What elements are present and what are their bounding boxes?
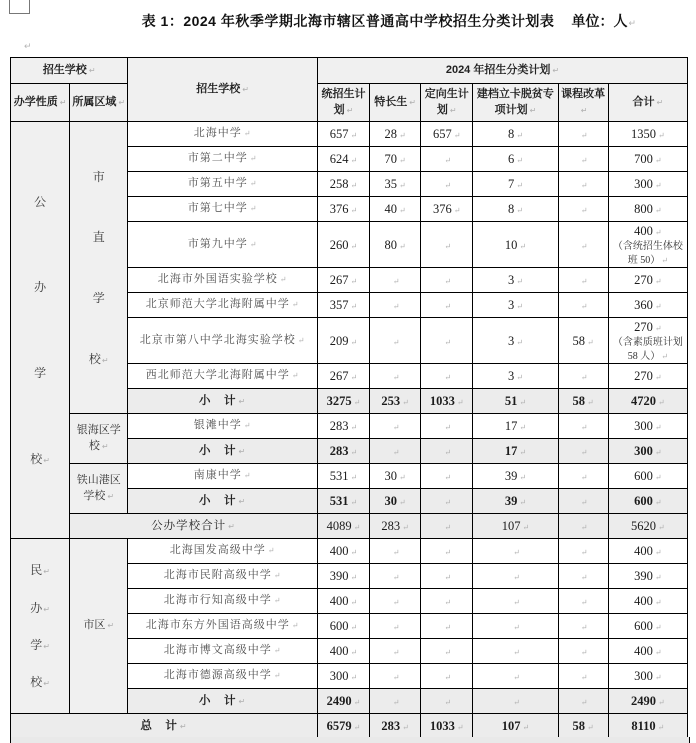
region-cell-yinhai: 银海区学校 ↵: [70, 414, 128, 464]
value-cell: 267 ↵: [317, 268, 369, 293]
value-cell: 4089 ↵: [317, 514, 369, 539]
value-cell: [558, 539, 608, 564]
value-cell: [558, 122, 608, 147]
value-cell: [421, 639, 473, 664]
value-cell: 400 ↵: [317, 639, 369, 664]
region-cell-tieshangang: 铁山港区学校 ↵: [70, 464, 128, 514]
public-total-row: [11, 514, 688, 539]
value-cell: 8 ↵: [473, 122, 558, 147]
value-cell: 3 ↵: [473, 293, 558, 318]
header-plan-group: 2024 年招生分类计划 ↵: [317, 58, 687, 84]
value-cell: [370, 439, 421, 464]
value-cell: [370, 268, 421, 293]
value-cell: 35 ↵: [370, 172, 421, 197]
value-cell: [421, 147, 473, 172]
value-cell: [558, 222, 608, 268]
header-col-curriculum-reform: 课程改革 ↵: [558, 84, 608, 122]
header-col-poverty-plan: 建档立卡脱贫专项计划 ↵: [473, 84, 558, 122]
value-cell: 1033 ↵: [421, 389, 473, 414]
value-cell: [473, 639, 558, 664]
value-cell: 657 ↵: [317, 122, 369, 147]
value-cell: [558, 639, 608, 664]
value-cell: 3275 ↵: [317, 389, 369, 414]
value-cell: 80 ↵: [370, 222, 421, 268]
value-cell: [421, 564, 473, 589]
next-row-cutoff-strip: [10, 737, 690, 743]
value-cell: 267 ↵: [317, 364, 369, 389]
school-name-cell: 北海市博文高级中学 ↵: [128, 639, 318, 664]
value-cell: [558, 414, 608, 439]
value-cell: 258 ↵: [317, 172, 369, 197]
value-cell: 6 ↵: [473, 147, 558, 172]
header-enrolling-school-group: 招生学校 ↵: [11, 58, 128, 84]
value-cell: [558, 197, 608, 222]
value-cell: 624 ↵: [317, 147, 369, 172]
value-cell: [370, 664, 421, 689]
value-cell: 1033 ↵: [421, 714, 473, 739]
value-cell: [558, 268, 608, 293]
value-cell: [558, 689, 608, 714]
value-cell: 400 ↵: [608, 589, 687, 614]
school-name-cell: 北海中学 ↵: [128, 122, 318, 147]
value-cell: [370, 364, 421, 389]
value-cell: [421, 364, 473, 389]
value-cell: [473, 589, 558, 614]
school-name-cell: 北京师范大学北海附属中学 ↵: [128, 293, 318, 318]
value-cell: [558, 564, 608, 589]
value-cell: [421, 614, 473, 639]
nature-cell-public: 公 办 学 校 ↵: [11, 122, 70, 539]
header-nature-col: 办学性质 ↵: [11, 84, 70, 122]
school-name-cell: 北海市东方外国语高级中学 ↵: [128, 614, 318, 639]
value-cell: [421, 222, 473, 268]
value-cell: [370, 318, 421, 364]
value-cell: [421, 414, 473, 439]
value-cell: 360 ↵: [608, 293, 687, 318]
value-cell: 600 ↵: [317, 614, 369, 639]
value-cell: [421, 439, 473, 464]
value-cell: 17 ↵: [473, 414, 558, 439]
header-col-special-talent: 特长生 ↵: [370, 84, 421, 122]
value-cell: [473, 664, 558, 689]
value-cell: 283 ↵: [370, 514, 421, 539]
value-cell: 30 ↵: [370, 489, 421, 514]
school-name-cell: 北海市德源高级中学 ↵: [128, 664, 318, 689]
total-note: （含素质班计划 58 人） ↵: [611, 336, 685, 363]
total-with-note-cell: [608, 222, 687, 268]
header-region-col: 所属区域 ↵: [70, 84, 128, 122]
value-cell: [370, 639, 421, 664]
subtotal-label-cell: 小 计 ↵: [128, 489, 318, 514]
value-cell: [558, 614, 608, 639]
value-cell: [370, 689, 421, 714]
value-cell: 51 ↵: [473, 389, 558, 414]
school-name-cell: 北海国发高级中学 ↵: [128, 539, 318, 564]
school-name-cell: 北海市行知高级中学 ↵: [128, 589, 318, 614]
value-cell: 400 ↵: [608, 539, 687, 564]
value-cell: 7 ↵: [473, 172, 558, 197]
school-name-cell: 银滩中学 ↵: [128, 414, 318, 439]
value-cell: [421, 514, 473, 539]
value-cell: [558, 364, 608, 389]
region-cell-urban: 市区 ↵: [70, 539, 128, 714]
value-cell: 400 ↵: [608, 639, 687, 664]
value-cell: [558, 293, 608, 318]
value-cell: 600 ↵: [608, 614, 687, 639]
value-cell: 39 ↵: [473, 464, 558, 489]
school-name-cell: 北海市外国语实验学校 ↵: [128, 268, 318, 293]
school-name-cell: 西北师范大学北海附属中学 ↵: [128, 364, 318, 389]
value-cell: [370, 539, 421, 564]
value-cell: 260 ↵: [317, 222, 369, 268]
value-cell: 283 ↵: [317, 439, 369, 464]
value-cell: 300 ↵: [608, 439, 687, 464]
value-cell: [421, 172, 473, 197]
value-cell: 8110 ↵: [608, 714, 687, 739]
value-cell: 800 ↵: [608, 197, 687, 222]
value-cell: 70 ↵: [370, 147, 421, 172]
value-cell: 600 ↵: [608, 464, 687, 489]
value-cell: [370, 564, 421, 589]
school-name-cell: 市第二中学 ↵: [128, 147, 318, 172]
value-cell: 39 ↵: [473, 489, 558, 514]
value-cell: [421, 539, 473, 564]
value-cell: 531 ↵: [317, 464, 369, 489]
header-col-total: 合计 ↵: [608, 84, 687, 122]
table-row: [11, 464, 688, 489]
value-cell: [558, 464, 608, 489]
value-cell: [370, 589, 421, 614]
value-cell: 58 ↵: [558, 714, 608, 739]
value-cell: [421, 464, 473, 489]
school-name-cell: 北海市民附高级中学 ↵: [128, 564, 318, 589]
grand-total-row: [11, 714, 688, 739]
value-cell: [558, 514, 608, 539]
header-school-name-col: 招生学校 ↵: [128, 58, 318, 122]
value-cell: 209 ↵: [317, 318, 369, 364]
nature-cell-private: 民 ↵ 办 ↵ 学 ↵ 校 ↵: [11, 539, 70, 714]
value-cell: 3 ↵: [473, 268, 558, 293]
grand-total-label-cell: 总 计 ↵: [11, 714, 318, 739]
value-cell: 376 ↵: [317, 197, 369, 222]
value-cell: 4720 ↵: [608, 389, 687, 414]
value-cell: 400 ↵: [317, 589, 369, 614]
value-cell: [558, 589, 608, 614]
value-cell: 270 ↵: [608, 268, 687, 293]
school-name-cell: 市第五中学 ↵: [128, 172, 318, 197]
school-name-cell: 市第九中学 ↵: [128, 222, 318, 268]
value-cell: [473, 564, 558, 589]
region-cell-municipal: 市 直 学 校 ↵: [70, 122, 128, 414]
subtotal-label-cell: 小 计 ↵: [128, 439, 318, 464]
value-cell: 300 ↵: [317, 664, 369, 689]
document-title: 表 1：2024 年秋季学期北海市辖区普通高中学校招生分类计划表: [141, 13, 555, 29]
value-cell: 300 ↵: [608, 414, 687, 439]
value-cell: [473, 614, 558, 639]
value-cell: 3 ↵: [473, 364, 558, 389]
value-cell: 17 ↵: [473, 439, 558, 464]
value-cell: [421, 589, 473, 614]
value-cell: 283 ↵: [317, 414, 369, 439]
value-cell: 107 ↵: [473, 514, 558, 539]
value-cell: [421, 293, 473, 318]
value-cell: 657 ↵: [421, 122, 473, 147]
value-cell: [421, 664, 473, 689]
value-cell: 270 ↵: [608, 364, 687, 389]
value-cell: 5620 ↵: [608, 514, 687, 539]
value-cell: [421, 268, 473, 293]
value-cell: 390 ↵: [317, 564, 369, 589]
total-note: （含统招生体校班 50） ↵: [611, 240, 685, 267]
school-name-cell: 市第七中学 ↵: [128, 197, 318, 222]
total-value: 400 ↵: [611, 222, 685, 240]
value-cell: 107 ↵: [473, 714, 558, 739]
value-cell: 700 ↵: [608, 147, 687, 172]
table-row: [11, 539, 688, 564]
total-with-note-cell: [608, 318, 687, 364]
value-cell: 283 ↵: [370, 714, 421, 739]
public-total-label-cell: 公办学校合计 ↵: [70, 514, 318, 539]
title-bar: [0, 11, 696, 31]
value-cell: 253 ↵: [370, 389, 421, 414]
school-name-cell: 南康中学 ↵: [128, 464, 318, 489]
value-cell: [421, 489, 473, 514]
header-col-directed-plan: 定向生计划 ↵: [421, 84, 473, 122]
value-cell: 3 ↵: [473, 318, 558, 364]
value-cell: 10 ↵: [473, 222, 558, 268]
value-cell: 2490 ↵: [317, 689, 369, 714]
value-cell: [421, 689, 473, 714]
subtotal-label-cell: 小 计 ↵: [128, 389, 318, 414]
value-cell: 390 ↵: [608, 564, 687, 589]
value-cell: 58 ↵: [558, 318, 608, 364]
value-cell: 40 ↵: [370, 197, 421, 222]
unit-label: 单位：人 ↵: [571, 11, 636, 31]
subtotal-label-cell: 小 计 ↵: [128, 689, 318, 714]
value-cell: 58 ↵: [558, 389, 608, 414]
value-cell: 1350 ↵: [608, 122, 687, 147]
enrollment-plan-table: [10, 57, 688, 739]
value-cell: 400 ↵: [317, 539, 369, 564]
school-name-cell: 北京市第八中学北海实验学校 ↵: [128, 318, 318, 364]
value-cell: [370, 614, 421, 639]
value-cell: [421, 318, 473, 364]
value-cell: 8 ↵: [473, 197, 558, 222]
value-cell: [558, 439, 608, 464]
paragraph-mark: ↵: [24, 41, 32, 51]
total-value: 270 ↵: [611, 318, 685, 336]
table-row: [11, 122, 688, 147]
value-cell: 376 ↵: [421, 197, 473, 222]
value-cell: 531 ↵: [317, 489, 369, 514]
value-cell: [370, 414, 421, 439]
value-cell: 357 ↵: [317, 293, 369, 318]
value-cell: 600 ↵: [608, 489, 687, 514]
table-row: [11, 414, 688, 439]
value-cell: [473, 539, 558, 564]
value-cell: 30 ↵: [370, 464, 421, 489]
value-cell: [558, 172, 608, 197]
value-cell: 6579 ↵: [317, 714, 369, 739]
value-cell: [370, 293, 421, 318]
value-cell: [473, 689, 558, 714]
value-cell: 300 ↵: [608, 664, 687, 689]
value-cell: [558, 664, 608, 689]
header-col-unified-plan: 统招生计划 ↵: [317, 84, 369, 122]
value-cell: [558, 489, 608, 514]
value-cell: 300 ↵: [608, 172, 687, 197]
value-cell: 28 ↵: [370, 122, 421, 147]
value-cell: [558, 147, 608, 172]
value-cell: 2490 ↵: [608, 689, 687, 714]
